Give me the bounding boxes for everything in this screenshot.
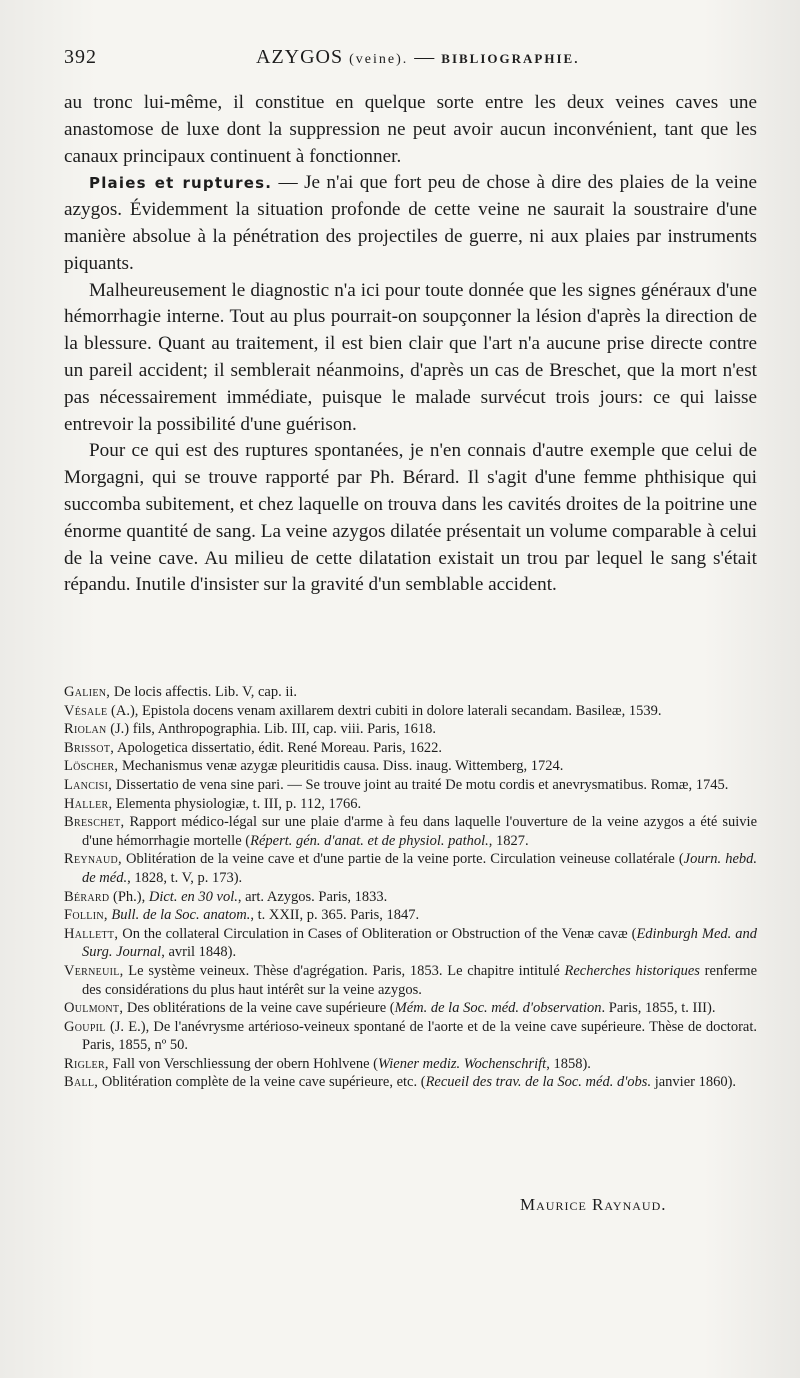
bib-tail: , art. Azygos. Paris, 1833.: [237, 888, 388, 905]
title-section: BIBLIOGRAPHIE.: [441, 51, 580, 66]
bib-tail: , 1828, t. V, p. 173).: [127, 869, 243, 886]
bibliography-entry: [64, 1073, 757, 1092]
page-number: 392: [64, 46, 97, 68]
body-text: [64, 90, 757, 599]
bib-journal: Bull. de la Soc. anatom.: [111, 907, 251, 924]
bib-tail: renferme des considérations du plus haut intérêt sur la veine azygos.: [82, 962, 758, 998]
bib-text: Le système veineux. Thèse d'agrégation. Paris, 1853. Le chapitre intitulé: [123, 962, 565, 979]
paragraph-2-text: — Je n'ai que fort peu de chose à dire des plaies de la veine azygos. Évidemment la situation profonde de cette veine ne saurait la soustraire d'une manière absolue à la pénétration des projectiles de guerre, ni aux plaies par instruments piquants.: [64, 172, 757, 274]
bibliography-entry: [64, 813, 757, 850]
bibliography-entry: [64, 795, 757, 814]
bib-text: Dissertatio de vena sine pari. — Se trouve joint au traité De motu cordis et anevrysmatibus. Romæ, 1745.: [112, 776, 729, 793]
bib-text: Elementa physiologiæ, t. III, p. 112, 1766.: [112, 795, 362, 812]
bib-tail: . Paris, 1855, t. III).: [601, 1000, 716, 1017]
bib-journal: Edinburgh Med. and Surg. Journal: [82, 925, 757, 961]
bibliography-entry: [64, 888, 757, 907]
page-title: [256, 46, 579, 69]
bib-journal: Wiener mediz. Wochenschrift: [377, 1055, 547, 1072]
bib-text: Mechanismus venæ azygæ pleuritidis causa. Diss. inaug. Wittemberg, 1724.: [118, 758, 564, 775]
bibliography-entry: [64, 1018, 757, 1055]
bib-text: (Ph.),: [109, 888, 149, 905]
bib-author: Verneuil,: [64, 962, 124, 979]
bibliography: [64, 683, 757, 1092]
bibliography-entry: [64, 999, 757, 1018]
title-dash: —: [414, 46, 436, 68]
paragraph-2: [64, 170, 757, 277]
bib-journal: Journ. hebd. de méd.: [82, 851, 758, 886]
bib-author: Lancisi,: [64, 776, 113, 793]
bib-text: Apologetica dissertatio, édit. René Moreau. Paris, 1622.: [114, 739, 442, 756]
paragraph-4: Pour ce qui est des ruptures spontanées, je n'en connais d'autre exemple que celui de Morgagni, qui se trouve rapporté par Ph. Bérard. Il s'agit d'une femme phthisique qui succomba subitement, et chez laquelle on trouva dans les cavités droites de la poitrine une énorme quantité de sang. La veine azygos dilatée présentait un volume comparable à celui de la veine cave. Au milieu de cette dilatation existait un trou par lequel le sang s'était répandu. Inutile d'insister sur la gravité d'un semblable accident.: [64, 440, 757, 596]
bib-text: Fall von Verschliessung der obern Hohlvene (: [108, 1055, 378, 1072]
bib-journal: Mém. de la Soc. méd. d'observation: [394, 1000, 602, 1017]
signature: Maurice Raynaud.: [520, 1195, 667, 1214]
bibliography-entry: [64, 906, 757, 925]
bibliography-entry: [64, 720, 757, 739]
paragraph-3: Malheureusement le diagnostic n'a ici pour toute donnée que les signes généraux d'une hémorrhagie interne. Tout au plus pourrait-on soupçonner la lésion d'après la direction de la blessure. Quant au traitement, il est bien clair que l'art n'a aucune prise directe contre un pareil accident; il semblerait néanmoins, d'après un cas de Breschet, que la mort n'est pas nécessairement immédiate, puisque le malade survécut trois jours: ce qui laisse entrevoir la possibilité d'une guérison.: [64, 279, 757, 435]
bib-tail: , 1827.: [488, 832, 529, 849]
bib-journal: Répert. gén. d'anat. et de physiol. pathol.: [250, 832, 489, 849]
bib-text: (J.) fils, Anthropographia. Lib. III, cap. viii. Paris, 1618.: [106, 721, 436, 738]
bib-tail: , t. XXII, p. 365. Paris, 1847.: [250, 907, 420, 924]
bib-journal: Recueil des trav. de la Soc. méd. d'obs.: [425, 1074, 652, 1091]
bib-text: (J. E.), De l'anévrysme artérioso-veineux spontané de l'aorte et de la veine cave supérieure. Thèse de doctorat. Paris, 1855, nº 50.: [82, 1018, 757, 1054]
bib-author: Brissot,: [64, 739, 115, 756]
bib-author: Haller,: [64, 795, 113, 812]
bib-author: Vésale: [64, 702, 108, 719]
bib-author: Hallett,: [64, 925, 119, 942]
bib-author: Bérard: [64, 888, 110, 905]
bib-text: On the collateral Circulation in Cases of Obliteration or Obstruction of the Venæ cavæ (: [118, 925, 637, 942]
bibliography-entry: [64, 1055, 757, 1074]
running-head: [64, 46, 762, 76]
bib-author: Riolan: [64, 721, 107, 738]
bib-journal: Dict. en 30 vol.: [148, 888, 238, 905]
bib-text: Rapport médico-légal sur une plaie d'arme à feu dans laquelle l'ouverture de la veine azygos a été suivie d'une hémorrhagie mortelle (: [82, 814, 757, 849]
bibliography-entry: [64, 739, 757, 758]
paragraph-1: au tronc lui-même, il constitue en quelque sorte entre les deux veines caves une anastomose de luxe dont la suppression ne peut avoir aucun inconvénient, tant que les canaux principaux continuent à fonctionner.: [64, 92, 757, 167]
bibliography-entry: [64, 962, 757, 999]
bib-tail: , avril 1848).: [161, 944, 237, 961]
bib-text: De locis affectis. Lib. V, cap. ii.: [110, 684, 298, 700]
bib-journal: Recherches historiques: [564, 962, 700, 979]
bibliography-entry: [64, 702, 757, 721]
bib-author: Breschet,: [64, 814, 125, 831]
bibliography-entry: [64, 776, 757, 795]
bibliography-entry: [64, 683, 757, 702]
title-vein: (veine).: [349, 52, 409, 67]
bib-tail: , 1858).: [546, 1055, 591, 1072]
bib-text: (A.), Epistola docens venam axillarem dextri cubiti in dolore laterali secandam. Basileæ, 1539.: [107, 702, 662, 719]
bib-author: Ball,: [64, 1074, 99, 1091]
bib-author: Rigler,: [64, 1055, 109, 1072]
bib-author: Galien,: [64, 684, 111, 700]
bibliography-entry: [64, 757, 757, 776]
bib-author: Oulmont,: [64, 1000, 124, 1017]
bib-text: Des oblitérations de la veine cave supérieure (: [123, 1000, 395, 1017]
title-main: AZYGOS: [256, 46, 344, 68]
bib-author: Goupil: [64, 1018, 106, 1035]
bib-text: Oblitération complète de la veine cave supérieure, etc. (: [98, 1074, 426, 1091]
bib-author: Follin,: [64, 907, 108, 924]
section-heading: Plaies et ruptures.: [89, 174, 273, 193]
bibliography-entry: [64, 925, 757, 962]
bib-text: Oblitération de la veine cave et d'une partie de la veine porte. Circulation veineuse collatérale (: [121, 851, 684, 868]
bib-author: Löscher,: [64, 758, 119, 775]
bib-author: Reynaud,: [64, 851, 122, 868]
bibliography-entry: [64, 850, 757, 887]
bib-tail: janvier 1860).: [651, 1074, 737, 1091]
